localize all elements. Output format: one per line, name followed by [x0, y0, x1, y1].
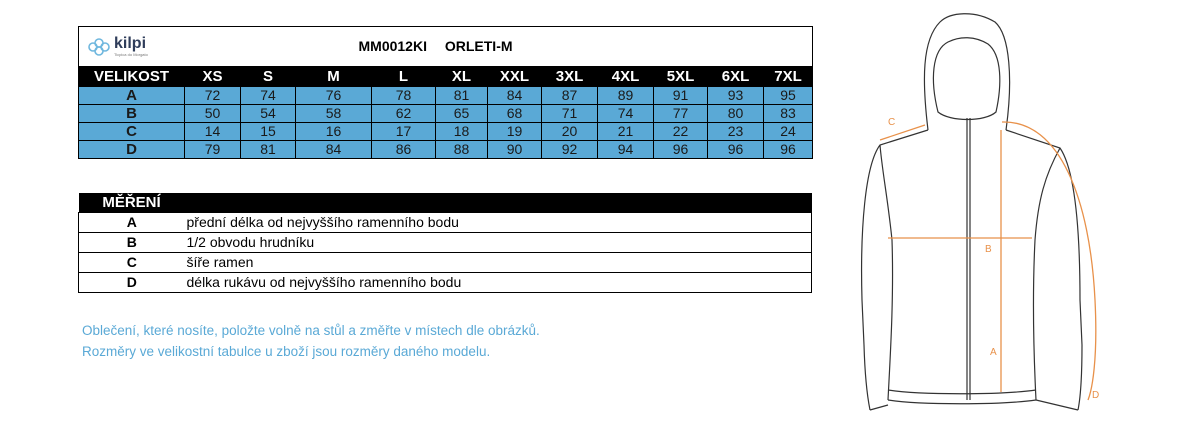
measurement-desc: délka rukávu od nejvyššího ramenního bodu [185, 273, 812, 293]
size-value-cell: 72 [185, 87, 241, 105]
table-row [79, 105, 813, 123]
measurement-key: B [79, 233, 185, 253]
note-line-2: Rozměry ve velikostní tabulce u zboží jsou rozměry daného modelu. [82, 344, 491, 359]
size-value-cell: 65 [436, 105, 488, 123]
size-value-cell: 74 [598, 105, 654, 123]
label-b: B [985, 244, 992, 255]
size-header-row [79, 67, 813, 87]
table-row [79, 87, 813, 105]
size-value-cell: 81 [241, 141, 296, 159]
size-value-cell: 23 [708, 123, 764, 141]
size-header-cell: 7XL [764, 67, 813, 87]
size-value-cell: 89 [598, 87, 654, 105]
size-value-cell: 96 [764, 141, 813, 159]
size-value-cell: 74 [241, 87, 296, 105]
jacket-diagram [810, 0, 1200, 447]
size-value-cell: 62 [372, 105, 436, 123]
measurement-key: C [79, 253, 185, 273]
size-value-cell: 17 [372, 123, 436, 141]
table-row [79, 123, 813, 141]
brand-name: kilpi [114, 35, 147, 52]
size-value-cell: 19 [488, 123, 542, 141]
size-value-cell: 14 [185, 123, 241, 141]
size-value-cell: 94 [598, 141, 654, 159]
size-value-cell: 86 [372, 141, 436, 159]
size-header-cell: S [241, 67, 296, 87]
size-header-cell: 4XL [598, 67, 654, 87]
row-label: B [79, 105, 185, 123]
row-label: A [79, 87, 185, 105]
measurement-desc: šíře ramen [185, 253, 812, 273]
measurement-key: A [79, 213, 185, 233]
size-value-cell: 95 [764, 87, 813, 105]
size-corner-label: VELIKOST [79, 67, 185, 87]
size-value-cell: 90 [488, 141, 542, 159]
size-header-cell: 6XL [708, 67, 764, 87]
size-value-cell: 88 [436, 141, 488, 159]
measurement-desc: 1/2 obvodu hrudníku [185, 233, 812, 253]
size-value-cell: 79 [185, 141, 241, 159]
size-value-cell: 80 [708, 105, 764, 123]
model-title [185, 27, 813, 67]
model-name: ORLETI-M [444, 38, 513, 54]
size-value-cell: 58 [296, 105, 372, 123]
label-a: A [990, 347, 997, 358]
size-header-cell: L [372, 67, 436, 87]
row-label: C [79, 123, 185, 141]
size-header-cell: XXL [488, 67, 542, 87]
size-value-cell: 87 [542, 87, 598, 105]
measurement-key: D [79, 273, 185, 293]
label-c: C [888, 117, 896, 128]
row-label: D [79, 141, 185, 159]
size-value-cell: 20 [542, 123, 598, 141]
size-value-cell: 92 [542, 141, 598, 159]
size-value-cell: 84 [296, 141, 372, 159]
size-value-cell: 18 [436, 123, 488, 141]
size-value-cell: 83 [764, 105, 813, 123]
size-value-cell: 15 [241, 123, 296, 141]
measurement-table [78, 193, 812, 293]
size-header-cell: 3XL [542, 67, 598, 87]
measurement-desc: přední délka od nejvyššího ramenního bodu [185, 213, 812, 233]
size-value-cell: 22 [654, 123, 708, 141]
size-value-cell: 50 [185, 105, 241, 123]
table-title-row [79, 27, 813, 67]
jacket-outline [862, 14, 1082, 410]
measure-arrows [880, 122, 1096, 400]
size-value-cell: 71 [542, 105, 598, 123]
size-value-cell: 54 [241, 105, 296, 123]
table-row [79, 141, 813, 159]
kilpi-logo-icon [87, 38, 111, 56]
size-value-cell: 91 [654, 87, 708, 105]
measuring-instructions [82, 320, 540, 362]
size-value-cell: 21 [598, 123, 654, 141]
size-value-cell: 96 [654, 141, 708, 159]
size-value-cell: 68 [488, 105, 542, 123]
size-table [78, 26, 813, 159]
size-header-cell: XS [185, 67, 241, 87]
size-value-cell: 78 [372, 87, 436, 105]
size-value-cell: 81 [436, 87, 488, 105]
size-value-cell: 84 [488, 87, 542, 105]
measurement-title: MĚŘENÍ [79, 193, 185, 213]
brand-tagline: Ticpica do Morgato [114, 52, 148, 57]
size-value-cell: 16 [296, 123, 372, 141]
size-header-cell: 5XL [654, 67, 708, 87]
size-header-cell: XL [436, 67, 488, 87]
size-value-cell: 93 [708, 87, 764, 105]
note-line-1: Oblečení, které nosíte, položte volně na stůl a změřte v místech dle obrázků. [82, 323, 540, 338]
size-value-cell: 77 [654, 105, 708, 123]
brand-logo [79, 27, 185, 67]
size-value-cell: 96 [708, 141, 764, 159]
label-d: D [1092, 390, 1100, 401]
size-value-cell: 76 [296, 87, 372, 105]
size-header-cell: M [296, 67, 372, 87]
model-code: MM0012KI [358, 38, 427, 54]
size-value-cell: 24 [764, 123, 813, 141]
